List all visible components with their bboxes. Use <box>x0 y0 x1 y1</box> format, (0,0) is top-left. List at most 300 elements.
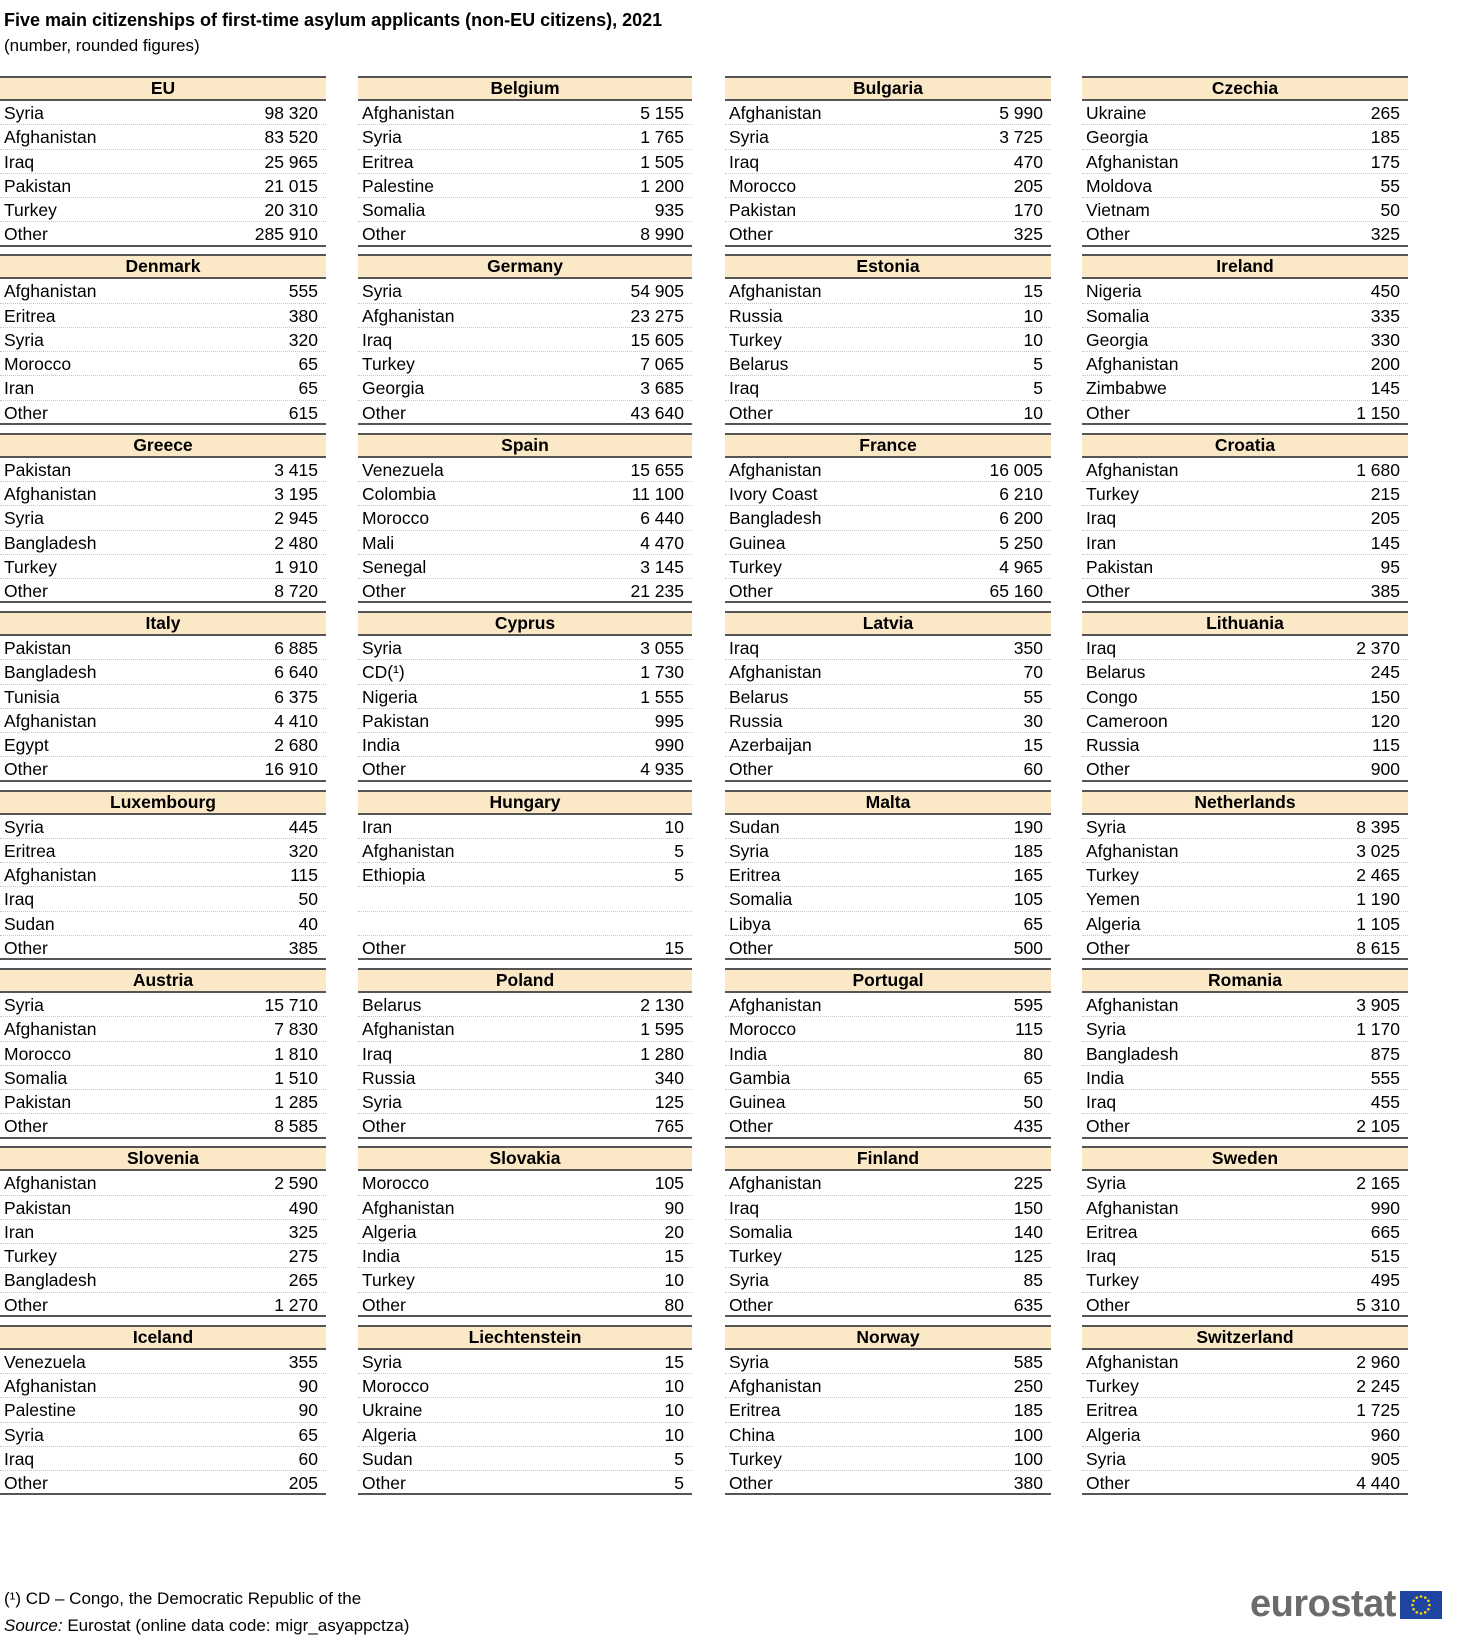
table-row <box>725 863 1051 887</box>
table-row <box>358 1350 692 1374</box>
applicant-count: 65 <box>1023 913 1043 934</box>
table-row <box>358 1398 692 1422</box>
citizenship-label: Morocco <box>362 1173 430 1194</box>
country-header: Croatia <box>1082 433 1408 458</box>
citizenship-label: Other <box>362 1294 406 1315</box>
citizenship-label: Afghanistan <box>362 840 455 861</box>
table-row <box>358 1066 692 1090</box>
citizenship-label: Gambia <box>729 1067 791 1088</box>
table-row <box>725 1398 1051 1422</box>
applicant-count: 1 270 <box>274 1294 318 1315</box>
flag-star <box>1428 1603 1431 1606</box>
applicant-count: 2 105 <box>1356 1116 1400 1137</box>
table-row <box>358 709 692 733</box>
table-row <box>358 993 692 1017</box>
table-row <box>725 352 1051 376</box>
table-row <box>358 1114 692 1138</box>
table-row <box>358 401 692 425</box>
citizenship-label: Iraq <box>729 378 760 399</box>
country-table-finland <box>725 1146 1051 1317</box>
citizenship-label: Pakistan <box>4 1197 72 1218</box>
applicant-count: 5 <box>1033 354 1043 375</box>
eurostat-logo <box>1250 1583 1442 1626</box>
citizenship-label: Pakistan <box>1086 556 1154 577</box>
applicant-count: 245 <box>1370 662 1400 683</box>
applicant-count: 105 <box>654 1173 684 1194</box>
table-row <box>358 222 692 246</box>
table-row <box>0 1220 326 1244</box>
applicant-count: 1 555 <box>640 686 684 707</box>
table-row <box>0 685 326 709</box>
applicant-count: 10 <box>1023 329 1043 350</box>
table-row <box>0 1042 326 1066</box>
applicant-count: 445 <box>288 816 318 837</box>
country-table-latvia <box>725 611 1051 782</box>
table-row <box>1082 352 1408 376</box>
table-row <box>725 839 1051 863</box>
country-table-croatia <box>1082 433 1408 604</box>
citizenship-label: Syria <box>729 1270 769 1291</box>
citizenship-label: Afghanistan <box>362 1019 455 1040</box>
applicant-count: 5 990 <box>999 103 1043 123</box>
table-row <box>1082 198 1408 222</box>
table-row <box>358 912 692 936</box>
applicant-count: 15 <box>664 937 684 958</box>
citizenship-label: Pakistan <box>362 710 430 731</box>
applicant-count: 455 <box>1370 1092 1400 1112</box>
citizenship-label: Iraq <box>4 889 35 910</box>
applicant-count: 935 <box>654 200 684 220</box>
table-row <box>725 815 1051 839</box>
table-row <box>1082 1471 1408 1495</box>
table-row <box>1082 1268 1408 1292</box>
citizenship-label: Eritrea <box>4 840 56 861</box>
table-row <box>1082 1042 1408 1066</box>
table-row <box>358 1220 692 1244</box>
citizenship-label: Sudan <box>362 1448 413 1469</box>
applicant-count: 10 <box>664 816 684 837</box>
country-header: Netherlands <box>1082 790 1408 815</box>
applicant-count: 595 <box>1013 995 1043 1015</box>
citizenship-label: Other <box>729 581 773 602</box>
citizenship-label: Other <box>729 759 773 780</box>
flag-star <box>1420 1612 1423 1615</box>
table-row <box>0 1350 326 1374</box>
applicant-count: 4 935 <box>640 759 684 780</box>
table-row <box>0 101 326 125</box>
applicant-count: 5 <box>674 840 684 861</box>
applicant-count: 1 680 <box>1356 459 1400 480</box>
logo-text: eurostat <box>1250 1583 1396 1625</box>
country-table-ireland <box>1082 254 1408 425</box>
applicant-count: 875 <box>1370 1043 1400 1064</box>
citizenship-label: Nigeria <box>362 686 418 707</box>
citizenship-label: Eritrea <box>1086 1400 1138 1421</box>
applicant-count: 900 <box>1370 759 1400 780</box>
table-row <box>725 636 1051 660</box>
citizenship-label: Morocco <box>362 1376 430 1397</box>
country-table-spain <box>358 433 692 604</box>
applicant-count: 615 <box>288 402 318 423</box>
citizenship-label: Syria <box>729 127 769 148</box>
citizenship-label: Senegal <box>362 556 427 577</box>
citizenship-label: Georgia <box>1086 127 1149 148</box>
citizenship-label: Afghanistan <box>1086 1197 1179 1218</box>
country-header: Liechtenstein <box>358 1325 692 1350</box>
applicant-count: 30 <box>1023 710 1043 731</box>
applicant-count: 380 <box>1013 1473 1043 1494</box>
table-row <box>0 1471 326 1495</box>
citizenship-label: Afghanistan <box>1086 1351 1179 1372</box>
applicant-count: 4 470 <box>640 532 684 553</box>
table-row <box>1082 1090 1408 1114</box>
country-header: Ireland <box>1082 254 1408 279</box>
citizenship-label: Afghanistan <box>1086 840 1179 861</box>
citizenship-label: Syria <box>1086 1173 1126 1194</box>
table-row <box>725 1196 1051 1220</box>
country-table-italy <box>0 611 326 782</box>
citizenship-label: Iraq <box>4 151 35 172</box>
citizenship-label: Colombia <box>362 484 436 505</box>
citizenship-label: Georgia <box>1086 329 1149 350</box>
table-row <box>725 376 1051 400</box>
table-row <box>725 887 1051 911</box>
table-row <box>358 150 692 174</box>
applicant-count: 95 <box>1380 556 1400 577</box>
applicant-count: 2 130 <box>640 995 684 1015</box>
applicant-count: 65 <box>1023 1067 1043 1088</box>
applicant-count: 20 <box>664 1221 684 1242</box>
citizenship-label: Eritrea <box>1086 1221 1138 1242</box>
applicant-count: 10 <box>1023 402 1043 423</box>
table-row <box>358 1017 692 1041</box>
table-row <box>1082 1244 1408 1268</box>
table-row <box>725 660 1051 684</box>
citizenship-label: Iran <box>4 1221 35 1242</box>
country-table-austria <box>0 968 326 1139</box>
applicant-count: 6 640 <box>274 662 318 683</box>
table-row <box>0 1090 326 1114</box>
citizenship-label: Ukraine <box>1086 103 1147 123</box>
citizenship-label: Other <box>362 1473 406 1494</box>
citizenship-label: Afghanistan <box>4 127 97 148</box>
applicant-count: 2 945 <box>274 508 318 529</box>
table-row <box>0 912 326 936</box>
citizenship-label: India <box>1086 1067 1124 1088</box>
country-header: Czechia <box>1082 76 1408 101</box>
table-row <box>358 279 692 303</box>
table-row <box>1082 1350 1408 1374</box>
table-row <box>358 482 692 506</box>
table-row <box>358 1042 692 1066</box>
table-row <box>1082 401 1408 425</box>
applicant-count: 2 245 <box>1356 1376 1400 1397</box>
applicant-count: 200 <box>1370 354 1400 375</box>
table-row <box>0 1423 326 1447</box>
table-row <box>0 150 326 174</box>
citizenship-label: Other <box>4 759 48 780</box>
citizenship-label: Moldova <box>1086 175 1153 196</box>
applicant-count: 355 <box>288 1351 318 1372</box>
table-row <box>1082 863 1408 887</box>
citizenship-label: Turkey <box>729 1448 782 1469</box>
table-row <box>0 709 326 733</box>
applicant-count: 1 725 <box>1356 1400 1400 1421</box>
country-table-czechia <box>1082 76 1408 247</box>
applicant-count: 185 <box>1370 127 1400 148</box>
applicant-count: 515 <box>1370 1246 1400 1267</box>
citizenship-label: Belarus <box>362 995 422 1015</box>
citizenship-label: Eritrea <box>4 305 56 326</box>
citizenship-label: Iraq <box>1086 638 1117 659</box>
table-row <box>358 174 692 198</box>
applicant-count: 54 905 <box>630 281 684 302</box>
citizenship-label: Belarus <box>1086 662 1146 683</box>
applicant-count: 1 150 <box>1356 402 1400 423</box>
citizenship-label: Afghanistan <box>729 281 822 302</box>
citizenship-label: Turkey <box>362 1270 415 1291</box>
country-header: Malta <box>725 790 1051 815</box>
flag-star <box>1424 1611 1427 1614</box>
applicant-count: 435 <box>1013 1116 1043 1137</box>
table-row <box>725 1042 1051 1066</box>
applicant-count: 185 <box>1013 1400 1043 1421</box>
table-row <box>358 1244 692 1268</box>
table-row <box>1082 660 1408 684</box>
citizenship-label: Bangladesh <box>729 508 822 529</box>
country-table-norway <box>725 1325 1051 1496</box>
table-row <box>725 401 1051 425</box>
applicant-count: 1 810 <box>274 1043 318 1064</box>
table-row <box>725 458 1051 482</box>
table-row <box>0 636 326 660</box>
table-row <box>1082 815 1408 839</box>
applicant-count: 115 <box>1372 735 1400 756</box>
applicant-count: 40 <box>298 913 318 934</box>
applicant-count: 105 <box>1013 889 1043 910</box>
table-row <box>358 1423 692 1447</box>
table-row <box>725 1293 1051 1317</box>
citizenship-label: Afghanistan <box>4 1376 97 1397</box>
citizenship-label: Iraq <box>1086 508 1117 529</box>
table-row <box>725 1017 1051 1041</box>
citizenship-label: Syria <box>4 1424 44 1445</box>
applicant-count: 15 <box>1023 735 1043 756</box>
citizenship-label: India <box>362 1246 400 1267</box>
table-row <box>0 531 326 555</box>
applicant-count: 65 <box>298 378 318 399</box>
citizenship-label: CD(¹) <box>362 662 405 683</box>
country-header: Norway <box>725 1325 1051 1350</box>
applicant-count: 495 <box>1370 1270 1400 1291</box>
citizenship-label: Other <box>1086 1294 1130 1315</box>
applicant-count: 225 <box>1013 1173 1043 1194</box>
table-row <box>358 936 692 960</box>
citizenship-label: Iran <box>1086 532 1117 553</box>
country-header: Bulgaria <box>725 76 1051 101</box>
table-row <box>0 482 326 506</box>
applicant-count: 55 <box>1380 175 1400 196</box>
citizenship-label: Other <box>362 581 406 602</box>
citizenship-label: Afghanistan <box>729 1173 822 1194</box>
citizenship-label: Venezuela <box>4 1351 86 1372</box>
citizenship-label: Tunisia <box>4 686 60 707</box>
citizenship-label: China <box>729 1424 775 1445</box>
citizenship-label: Turkey <box>729 556 782 577</box>
table-row <box>0 1171 326 1195</box>
country-header: Romania <box>1082 968 1408 993</box>
applicant-count: 170 <box>1013 200 1043 220</box>
applicant-count: 165 <box>1013 865 1043 886</box>
citizenship-label: Azerbaijan <box>729 735 812 756</box>
citizenship-label: India <box>362 735 400 756</box>
applicant-count: 60 <box>1023 759 1043 780</box>
citizenship-label: Guinea <box>729 532 786 553</box>
country-header: Italy <box>0 611 326 636</box>
citizenship-label: Iraq <box>1086 1092 1117 1112</box>
table-row <box>0 1244 326 1268</box>
applicant-count: 7 830 <box>274 1019 318 1040</box>
country-header: Austria <box>0 968 326 993</box>
applicant-count: 55 <box>1023 686 1043 707</box>
citizenship-label: Russia <box>1086 735 1140 756</box>
applicant-count: 23 275 <box>630 305 684 326</box>
applicant-count: 65 <box>298 354 318 375</box>
table-row <box>0 458 326 482</box>
citizenship-label: Pakistan <box>4 1092 72 1112</box>
citizenship-label: Russia <box>729 305 783 326</box>
applicant-count: 90 <box>298 1400 318 1421</box>
applicant-count: 140 <box>1013 1221 1043 1242</box>
country-header: Luxembourg <box>0 790 326 815</box>
applicant-count: 325 <box>1013 224 1043 245</box>
country-table-estonia <box>725 254 1051 425</box>
country-table-hungary <box>358 790 692 961</box>
citizenship-label: Afghanistan <box>4 1173 97 1194</box>
table-row <box>358 101 692 125</box>
applicant-count: 990 <box>1370 1197 1400 1218</box>
table-row <box>0 579 326 603</box>
citizenship-label: Iraq <box>729 638 760 659</box>
applicant-count: 8 615 <box>1356 937 1400 958</box>
citizenship-label: Palestine <box>362 175 434 196</box>
citizenship-label: Afghanistan <box>1086 151 1179 172</box>
table-row <box>358 352 692 376</box>
applicant-count: 8 585 <box>274 1116 318 1137</box>
citizenship-label: Yemen <box>1086 889 1140 910</box>
country-header: Iceland <box>0 1325 326 1350</box>
table-row <box>358 198 692 222</box>
citizenship-label: Iraq <box>729 1197 760 1218</box>
applicant-count: 1 510 <box>274 1067 318 1088</box>
country-header: Denmark <box>0 254 326 279</box>
table-row <box>725 1114 1051 1138</box>
country-table-slovakia <box>358 1146 692 1317</box>
flag-star <box>1415 1611 1418 1614</box>
applicant-count: 1 170 <box>1356 1019 1400 1040</box>
table-row <box>1082 482 1408 506</box>
table-row <box>725 125 1051 149</box>
applicant-count: 2 680 <box>274 735 318 756</box>
flag-star <box>1412 1599 1415 1602</box>
table-row <box>725 1423 1051 1447</box>
table-row <box>0 1398 326 1422</box>
applicant-count: 555 <box>288 281 318 302</box>
applicant-count: 4 410 <box>274 710 318 731</box>
applicant-count: 490 <box>288 1197 318 1218</box>
table-row <box>1082 1374 1408 1398</box>
table-row <box>0 733 326 757</box>
citizenship-label: Syria <box>4 103 44 123</box>
citizenship-label: Other <box>1086 224 1130 245</box>
country-table-belgium <box>358 76 692 247</box>
table-row <box>1082 1171 1408 1195</box>
citizenship-label: Other <box>729 224 773 245</box>
country-header: Poland <box>358 968 692 993</box>
applicant-count: 25 965 <box>264 151 318 172</box>
applicant-count: 150 <box>1013 1197 1043 1218</box>
citizenship-label: Cameroon <box>1086 710 1168 731</box>
applicant-count: 8 395 <box>1356 816 1400 837</box>
table-row <box>0 222 326 246</box>
country-table-poland <box>358 968 692 1139</box>
country-header: Lithuania <box>1082 611 1408 636</box>
citizenship-label: Other <box>362 402 406 423</box>
citizenship-label: Nigeria <box>1086 281 1142 302</box>
citizenship-label: Other <box>1086 581 1130 602</box>
applicant-count: 98 320 <box>264 103 318 123</box>
citizenship-label: Afghanistan <box>4 1019 97 1040</box>
applicant-count: 1 105 <box>1356 913 1400 934</box>
citizenship-label: Bangladesh <box>4 662 97 683</box>
applicant-count: 10 <box>664 1270 684 1291</box>
citizenship-label: Bangladesh <box>4 1270 97 1291</box>
table-row <box>725 757 1051 781</box>
applicant-count: 5 <box>674 1448 684 1469</box>
citizenship-label: Pakistan <box>4 638 72 659</box>
citizenship-label: Afghanistan <box>729 995 822 1015</box>
country-header: EU <box>0 76 326 101</box>
table-row <box>0 757 326 781</box>
table-row <box>1082 1398 1408 1422</box>
applicant-count: 3 145 <box>640 556 684 577</box>
citizenship-label: Other <box>729 1294 773 1315</box>
applicant-count: 215 <box>1370 484 1400 505</box>
citizenship-label: Afghanistan <box>362 305 455 326</box>
country-table-sweden <box>1082 1146 1408 1317</box>
table-row <box>0 815 326 839</box>
citizenship-label: Turkey <box>1086 1270 1139 1291</box>
applicant-count: 70 <box>1023 662 1043 683</box>
applicant-count: 350 <box>1013 638 1043 659</box>
applicant-count: 6 375 <box>274 686 318 707</box>
citizenship-label: Syria <box>4 329 44 350</box>
table-row <box>0 352 326 376</box>
citizenship-label: Afghanistan <box>729 459 822 480</box>
citizenship-label: Other <box>729 937 773 958</box>
table-row <box>725 150 1051 174</box>
applicant-count: 635 <box>1013 1294 1043 1315</box>
applicant-count: 8 720 <box>274 581 318 602</box>
table-row <box>0 887 326 911</box>
table-row <box>0 863 326 887</box>
applicant-count: 5 <box>674 865 684 886</box>
applicant-count: 1 280 <box>640 1043 684 1064</box>
country-header: Cyprus <box>358 611 692 636</box>
applicant-count: 115 <box>1015 1019 1043 1040</box>
source-line <box>4 1616 409 1636</box>
applicant-count: 990 <box>654 735 684 756</box>
